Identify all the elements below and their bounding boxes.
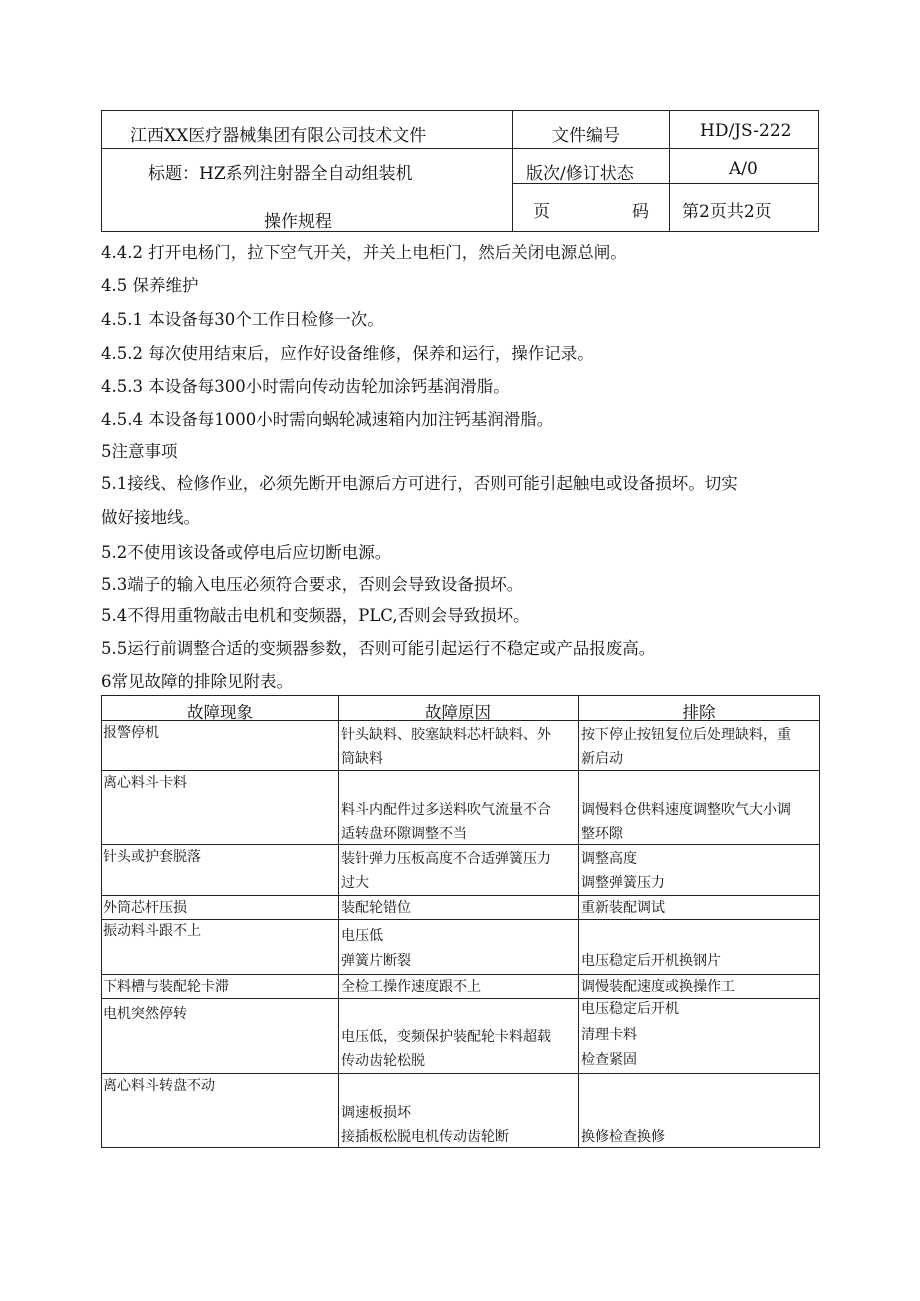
row5-fix: 电压稳定后开机换钢片 xyxy=(581,953,721,969)
page-label-2: 码 xyxy=(632,202,649,222)
row3-fix-line1: 调整高度 xyxy=(581,851,637,867)
para-4-5-3: 4.5.3 本设备每300小时需向传动齿轮加涂钙基润滑脂。 xyxy=(101,377,510,396)
row7-fix-line3: 检查紧固 xyxy=(581,1052,637,1068)
row7-cause-line1: 电压低，变频保护装配轮卡料超载 xyxy=(341,1029,551,1045)
para-5-1-cont: 做好接地线。 xyxy=(101,508,200,527)
document-header-table xyxy=(101,110,819,232)
doc-title-line2: 操作规程 xyxy=(264,212,332,232)
para-4-5-1: 4.5.1 本设备每30个工作日检修一次。 xyxy=(101,310,384,329)
divider xyxy=(102,148,819,149)
row-divider xyxy=(102,895,819,896)
row2-symptom: 离心料斗卡料 xyxy=(103,775,187,791)
row8-symptom: 离心料斗转盘不动 xyxy=(103,1078,215,1094)
version-value: A/0 xyxy=(729,159,758,179)
row-divider xyxy=(102,770,819,771)
page-value: 第2页共2页 xyxy=(682,202,772,222)
para-4-4-2: 4.4.2 打开电杨门，拉下空气开关，并关上电柜门，然后关闭电源总闸。 xyxy=(101,243,627,262)
row1-fix-line2: 新启动 xyxy=(581,751,623,767)
row1-fix-line1: 按下停止按钮复位后处理缺料，重 xyxy=(581,727,791,743)
para-5-4: 5.4不得用重物敲击电机和变频器，PLC,否则会导致损坏。 xyxy=(101,606,530,625)
row4-cause: 装配轮错位 xyxy=(341,900,411,916)
row2-cause-line2: 适转盘环隙调整不当 xyxy=(341,826,467,842)
version-label: 版次/修订状态 xyxy=(526,164,634,184)
row6-symptom: 下料槽与装配轮卡滞 xyxy=(103,979,229,995)
row3-cause-line2: 过大 xyxy=(341,875,369,891)
row4-symptom: 外筒芯杆压损 xyxy=(103,900,187,916)
row5-symptom: 振动料斗跟不上 xyxy=(103,923,201,939)
row3-cause-line1: 装针弹力压板高度不合适弹簧压力 xyxy=(341,851,551,867)
row7-fix-line1: 电压稳定后开机 xyxy=(581,1001,679,1017)
section-4-5: 4.5 保养维护 xyxy=(101,276,199,295)
row-divider xyxy=(102,919,819,920)
column-divider xyxy=(338,696,339,1147)
para-5-3: 5.3端子的输入电压必须符合要求，否则会导致设备损坏。 xyxy=(101,575,524,594)
divider xyxy=(669,111,670,231)
divider xyxy=(512,111,513,231)
column-divider xyxy=(578,696,579,1147)
row-divider xyxy=(102,844,819,845)
row2-cause-line1: 料斗内配件过多送料吹气流量不合 xyxy=(341,802,551,818)
row-divider xyxy=(102,998,819,999)
header-cause: 故障原因 xyxy=(425,703,491,722)
row2-fix-line1: 调慢料仓供料速度调整吹气大小调 xyxy=(581,802,791,818)
row7-symptom: 电机突然停转 xyxy=(103,1006,187,1022)
para-5-2: 5.2不使用该设备或停电后应切断电源。 xyxy=(101,543,392,562)
para-5-1: 5.1接线、检修作业，必须先断开电源后方可进行，否则可能引起触电或设备损坏。切实 xyxy=(101,474,738,493)
section-5: 5注意事项 xyxy=(101,442,178,461)
doc-no-label: 文件编号 xyxy=(552,126,620,146)
row6-cause: 全检工操作速度跟不上 xyxy=(341,979,481,995)
row5-cause-line1: 电压低 xyxy=(341,928,383,944)
header-fix: 排除 xyxy=(682,703,716,722)
row8-fix: 换修检查换修 xyxy=(581,1129,665,1145)
row8-cause-line2: 接插板松脱电机传动齿轮断 xyxy=(341,1129,509,1145)
row2-fix-line2: 整环隙 xyxy=(581,826,623,842)
doc-title-line1: 标题：HZ系列注射器全自动组装机 xyxy=(148,164,413,184)
company-title: 江西XX医疗器械集团有限公司技术文件 xyxy=(130,126,427,146)
row7-cause-line2: 传动齿轮松脱 xyxy=(341,1053,425,1069)
row8-cause-line1: 调速板损坏 xyxy=(341,1105,411,1121)
para-4-5-4: 4.5.4 本设备每1000小时需向蜗轮减速箱内加注钙基润滑脂。 xyxy=(101,410,554,429)
page-label-1: 页 xyxy=(533,202,550,222)
row-divider xyxy=(102,1073,819,1074)
section-6: 6常见故障的排除见附表。 xyxy=(101,672,293,691)
row5-cause-line2: 弹簧片断裂 xyxy=(341,953,411,969)
row7-fix-line2: 清理卡料 xyxy=(581,1027,637,1043)
row3-symptom: 针头或护套脱落 xyxy=(103,849,201,865)
row6-fix: 调慢装配速度或换操作工 xyxy=(581,979,735,995)
row1-cause-line2: 筒缺料 xyxy=(341,751,383,767)
fault-table xyxy=(101,695,820,1148)
header-symptom: 故障现象 xyxy=(187,703,253,722)
row1-symptom: 报警停机 xyxy=(103,725,159,741)
para-4-5-2: 4.5.2 每次使用结束后，应作好设备维修，保养和运行，操作记录。 xyxy=(101,344,594,363)
row3-fix-line2: 调整弹簧压力 xyxy=(581,875,665,891)
para-5-5: 5.5运行前调整合适的变频器参数，否则可能引起运行不稳定或产品报废高。 xyxy=(101,639,656,658)
row4-fix: 重新装配调试 xyxy=(581,900,665,916)
row-divider xyxy=(102,974,819,975)
row1-cause-line1: 针头缺料、胶塞缺料芯杆缺料、外 xyxy=(341,727,551,743)
doc-no-value: HD/JS-222 xyxy=(700,121,792,141)
